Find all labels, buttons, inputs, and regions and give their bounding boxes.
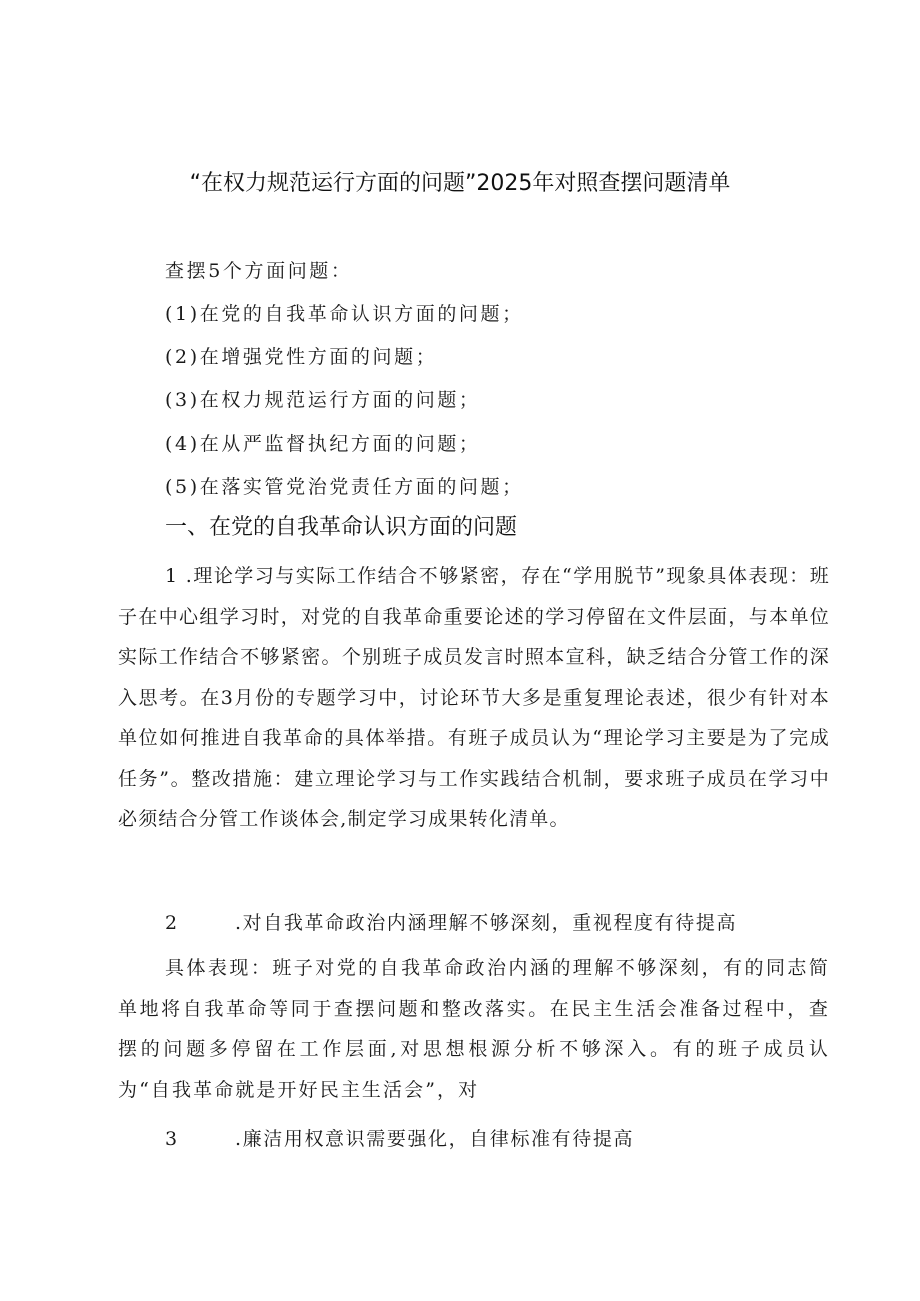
toc-item-5: (5)在落实管党治党责任方面的问题； <box>165 476 524 498</box>
item-3-title-text: .廉洁用权意识需要强化，自律标准有待提高 <box>235 1128 635 1150</box>
item-1-paragraph: 1 .理论学习与实际工作结合不够紧密，存在“学用脱节”现象具体表现：班子在中心组学习时，对党的自我革命重要论述的学习停留在文件层面，与本单位实际工作结合不够紧密。个别班子成员发言时照本宣科，缺乏结合分管工作的深入思考。在3月份的专题学习中，讨论环节大多是重复理论表述，很少有针对本单位如何推进自我革命的具体举措。有班子成员认为“理论学习主要是为了完成任务”。整改措施：建立理论学习与工作实践结合机制，要求班子成员在学习中必须结合分管工作谈体会,制定学习成果转化清单。 <box>118 565 830 830</box>
toc-item-3: (3)在权力规范运行方面的问题； <box>165 389 481 411</box>
toc-item-1: (1)在党的自我革命认识方面的问题； <box>165 303 524 325</box>
item-3-title <box>165 1126 634 1152</box>
intro-line: 查摆5个方面问题： <box>165 260 353 282</box>
item-2-paragraph: 具体表现：班子对党的自我革命政治内涵的理解不够深刻，有的同志简单地将自我革命等同于查摆问题和整改落实。在民主生活会准备过程中，查摆的问题多停留在工作层面,对思想根源分析不够深入。有的班子成员认为“自我革命就是开好民主生活会”，对 <box>118 957 830 1101</box>
item-3-number: 3 <box>165 1128 178 1150</box>
item-2-title-text: .对自我革命政治内涵理解不够深刻，重视程度有待提高 <box>235 912 738 934</box>
item-2-title <box>165 910 737 936</box>
toc-item-2: (2)在增强党性方面的问题； <box>165 346 438 368</box>
toc-item-4: (4)在从严监督执纪方面的问题； <box>165 433 481 455</box>
document-title: “在权力规范运行方面的问题”2025年对照查摆问题清单 <box>189 171 731 196</box>
section-heading-1: 一、在党的自我革命认识方面的问题 <box>165 515 518 540</box>
item-2-number: 2 <box>165 912 178 934</box>
